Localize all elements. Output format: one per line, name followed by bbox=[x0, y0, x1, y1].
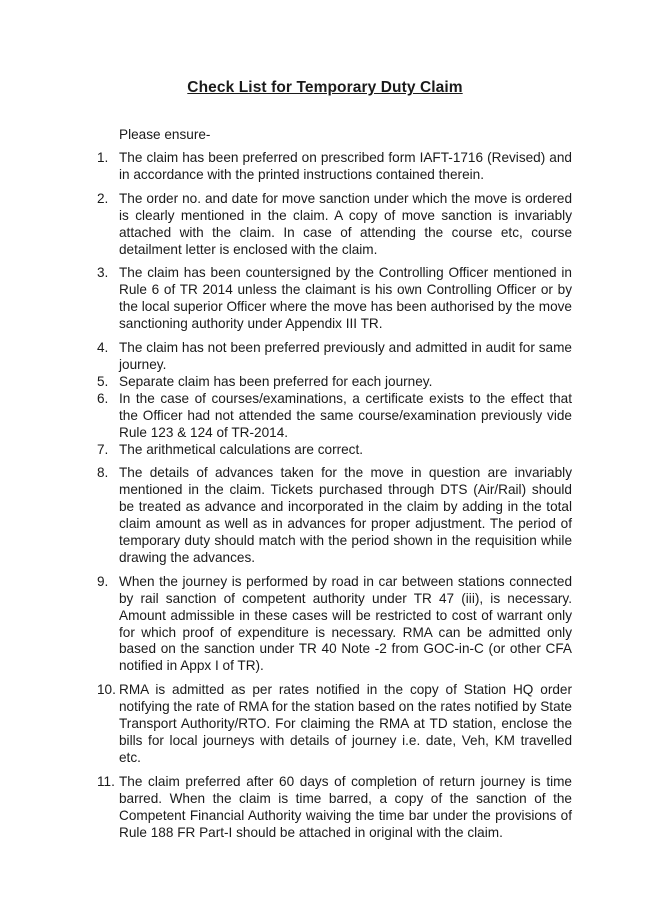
checklist-item-2 bbox=[97, 191, 572, 259]
checklist-item-9 bbox=[97, 574, 572, 675]
item-text: The arithmetical calculations are correct. bbox=[119, 441, 364, 457]
checklist-item-1 bbox=[97, 150, 572, 184]
item-text: The order no. and date for move sanction under which the move is ordered is clearly mentioned in the claim. A copy of move sanction is invariably attached with the claim. In case of attending the course etc, course detailment letter is enclosed with the claim. bbox=[119, 190, 572, 257]
item-number: 5. bbox=[97, 373, 109, 389]
item-number: 4. bbox=[97, 340, 109, 356]
checklist-item-11 bbox=[97, 774, 572, 842]
item-text: The details of advances taken for the move in question are invariably mentioned in the claim. Tickets purchased through DTS (Air/Rail) should be treated as advance and incorporated in the claim by adding in the total claim amount as well as in advances for proper adjustment. The period of temporary duty should match with the period shown in the requisition while drawing the advances. bbox=[119, 465, 572, 565]
item-number: 3. bbox=[97, 265, 109, 281]
item-text: The claim has been countersigned by the Controlling Officer mentioned in Rule 6 of TR 2014 unless the claimant is his own Controlling Officer or by the local superior Officer where the move has been authorised by the move sanctioning authority under Appendix III TR. bbox=[119, 265, 572, 332]
item-text: In the case of courses/examinations, a certificate exists to the effect that the Officer had not attended the same course/examination previously vide Rule 123 & 124 of TR-2014. bbox=[119, 390, 572, 440]
item-number: 6. bbox=[97, 390, 109, 406]
item-number: 7. bbox=[97, 441, 109, 457]
item-text: When the journey is performed by road in car between stations connected by rail sanction of competent authority under TR 47 (iii), is necessary. Amount admissible in these cases will be restricted to cost of warrant only for which proof of expenditure is necessary. RMA can be admitted only based on the sanction under TR 40 Note -2 from GOC-in-C (or other CFA notified in Appx I of TR). bbox=[119, 573, 572, 674]
intro-text: Please ensure- bbox=[119, 127, 211, 142]
checklist-item-10 bbox=[97, 682, 572, 767]
item-number: 11. bbox=[97, 773, 115, 789]
checklist-item-5 bbox=[97, 374, 572, 391]
checklist-item-8 bbox=[97, 465, 572, 566]
checklist-item-7 bbox=[97, 442, 572, 459]
checklist-item-4 bbox=[97, 340, 572, 374]
item-text: RMA is admitted as per rates notified in the copy of Station HQ order notifying the rate of RMA for the station based on the rates notified by State Transport Authority/RTO. For claiming the RMA at TD station, enclose the bills for local journeys with details of journey i.e. date, Veh, KM travelled etc. bbox=[119, 682, 572, 765]
item-number: 9. bbox=[97, 573, 109, 589]
checklist bbox=[97, 150, 572, 841]
item-number: 1. bbox=[97, 150, 109, 165]
checklist-item-3 bbox=[97, 265, 572, 333]
item-number: 8. bbox=[97, 465, 109, 481]
item-text: The claim preferred after 60 days of completion of return journey is time barred. When the claim is time barred, a copy of the sanction of the Competent Financial Authority waiving the time bar under the provisions of Rule 188 FR Part-I should be attached in original with the claim. bbox=[119, 773, 572, 840]
checklist-item-6 bbox=[97, 391, 572, 442]
item-text: The claim has not been preferred previously and admitted in audit for same journey. bbox=[119, 340, 572, 372]
item-text: Separate claim has been preferred for each journey. bbox=[119, 373, 433, 389]
item-number: 2. bbox=[97, 190, 109, 206]
item-text: The claim has been preferred on prescribed form IAFT-1716 (Revised) and in accordance with the printed instructions contained therein. bbox=[119, 150, 572, 182]
item-number: 10. bbox=[97, 682, 116, 698]
document-title: Check List for Temporary Duty Claim bbox=[187, 79, 463, 96]
